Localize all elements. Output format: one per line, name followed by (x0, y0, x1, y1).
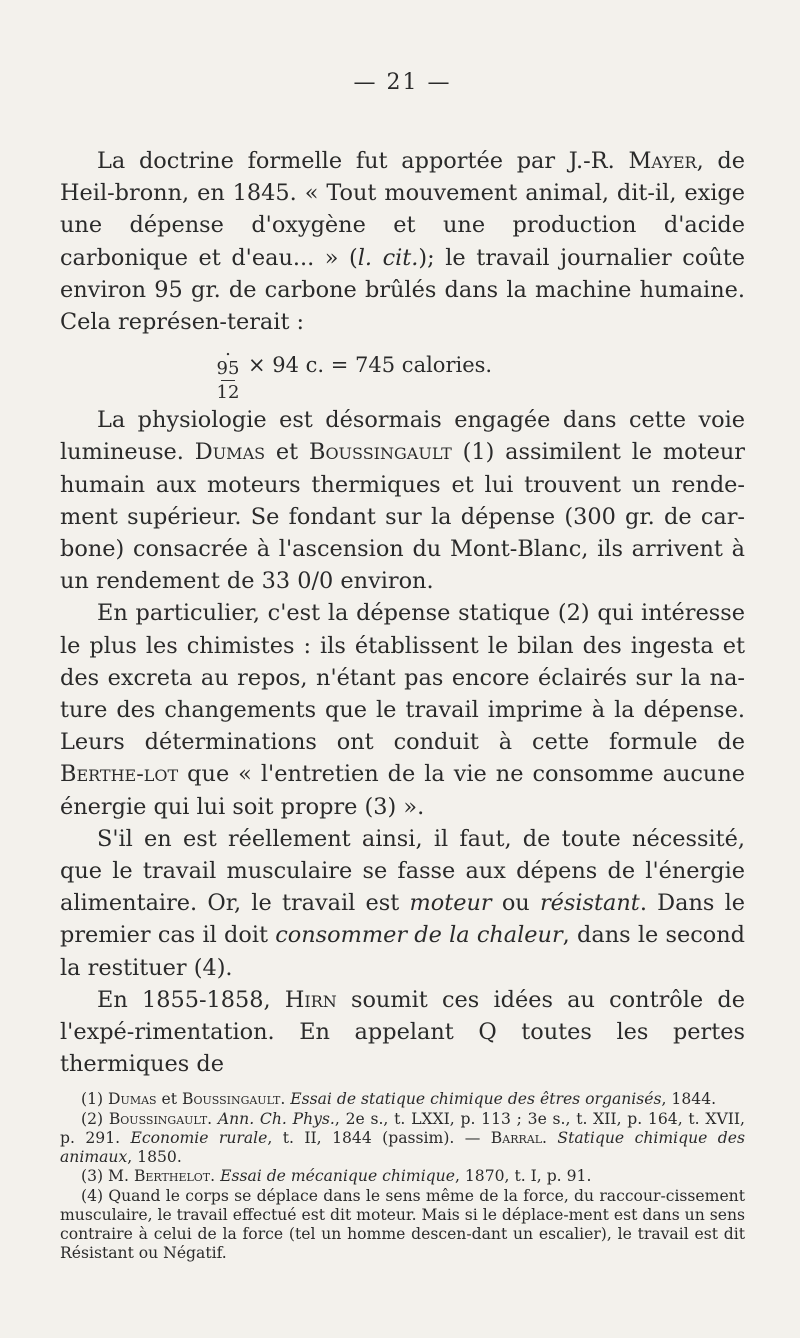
paragraph-mayer (60, 145, 745, 338)
text-run: , 2e s., t. LXXI, p. 113 ; 3e s., t. XII, p. 164, t. XVII, p. 291. (60, 1109, 745, 1147)
author-name: Hirn (284, 986, 337, 1013)
author-name: Boussingault (181, 1090, 281, 1109)
fraction-numerator: . 95 (216, 339, 240, 380)
text-run: , dans le second la restituer (4). (60, 922, 745, 981)
author-name: Dumas (108, 1090, 157, 1109)
text-run: et (156, 1090, 182, 1109)
work-title: Economie rurale (130, 1128, 268, 1147)
footnotes (60, 1090, 745, 1263)
text-run: . Dans le premier cas il doit (60, 890, 745, 949)
author-name: Mayer (628, 148, 697, 174)
author-name: Berthelot (133, 1167, 211, 1186)
text-run: La physiologie est désormais engagée dans cette voie lumineuse. (60, 407, 745, 466)
italic-term: consommer de la chaleur (275, 922, 563, 949)
work-title: Essai de statique chimique des êtres organisés (290, 1090, 662, 1109)
work-title: Ann. Ch. Phys. (217, 1109, 335, 1128)
footnote-1 (60, 1090, 745, 1109)
author-name: Barral (490, 1128, 543, 1147)
text-run: ou (491, 890, 540, 917)
paragraph-dumas (60, 404, 745, 597)
text-run: . (542, 1128, 558, 1147)
author-name: Berthe-lot (60, 761, 179, 788)
main-text (60, 145, 745, 1080)
footnote-4: (4) Quand le corps se déplace dans le sens même de la force, du raccour-cissement musculaire, le travail effectué est dit moteur. Mais si le déplace-ment est dans un sens contraire à celui de la force (tel un homme descen-dant un escalier), le travail est dit Résistant ou Négatif. (60, 1186, 745, 1263)
footnote-2 (60, 1110, 745, 1168)
text-run: . (280, 1090, 291, 1109)
text-run: (1) assimilent le moteur humain aux moteurs thermiques et lui trouvent un rende-ment supérieur. Se fondant sur la dépense (300 gr. de car-bone) consacrée à l'ascension du Mont-Blanc, ils arrivent à un rendement de 33 0/0 environ. (60, 439, 746, 595)
text-run: (1) (81, 1090, 109, 1109)
footnote-3 (60, 1167, 745, 1186)
text-run: , 1850. (127, 1148, 182, 1167)
text-run: , de Heil-bronn, en 1845. « Tout mouvement animal, dit-il, exige une dépense d'oxygène et une production d'acide carbonique et d'eau... » ( (60, 148, 745, 271)
text-run: ); le travail journalier coûte environ 95 gr. de carbone brûlés dans la machine humaine. Cela représen-terait : (60, 244, 745, 336)
text-run: , t. II, 1844 (passim). — (267, 1128, 491, 1147)
work-title: Statique chimique des animaux (60, 1128, 746, 1167)
text-run: (2) (81, 1109, 109, 1128)
citation-ref: l. cit. (357, 244, 419, 271)
text-run: En 1855-1858, (97, 986, 285, 1013)
text-run: , 1870, t. I, p. 91. (454, 1167, 592, 1186)
formula-result: × 94 c. = 745 calories. (248, 353, 493, 378)
fraction (213, 340, 243, 402)
formula (60, 340, 745, 402)
text-run: S'il en est réellement ainsi, il faut, de toute nécessité, que le travail musculaire se fasse aux dépens de l'énergie alimentaire. Or, le travail est (60, 825, 745, 917)
italic-term: moteur (409, 890, 492, 917)
fraction-bar (221, 380, 235, 381)
paragraph-statique (60, 597, 745, 822)
page-number: — 21 — (353, 70, 452, 95)
paragraph-travail (60, 823, 745, 984)
text-run: La doctrine formelle fut apportée par J.-R. (97, 148, 629, 174)
text-run: . (207, 1109, 218, 1128)
author-name: Boussingault (308, 439, 452, 466)
author-name: Boussingault (108, 1109, 208, 1128)
paragraph-hirn (60, 984, 745, 1081)
italic-term: résistant (539, 890, 640, 917)
text-run: et (265, 439, 309, 466)
book-page (60, 70, 745, 1263)
text-run: , 1844. (661, 1090, 717, 1109)
text-run: soumit ces idées au contrôle de l'expé-rimentation. En appelant Q toutes les pertes thermiques de (60, 986, 745, 1078)
author-name: Dumas (194, 439, 266, 466)
work-title: Essai de mécanique chimique (220, 1167, 455, 1186)
text-run: En particulier, c'est la dépense statique (2) qui intéresse le plus les chimistes : ils établissent le bilan des ingesta et des excreta au repos, n'étant pas encore éclairés sur la na-ture des changements que le travail imprime à la dépense. Leurs déterminations ont conduit à cette formule de (60, 600, 745, 756)
text-run: . (210, 1167, 221, 1186)
text-run: que « l'entretien de la vie ne consomme aucune énergie qui lui soit propre (3) ». (60, 761, 745, 820)
text-run: (3) M. (81, 1167, 134, 1186)
fraction-denominator: 12 (216, 382, 240, 404)
